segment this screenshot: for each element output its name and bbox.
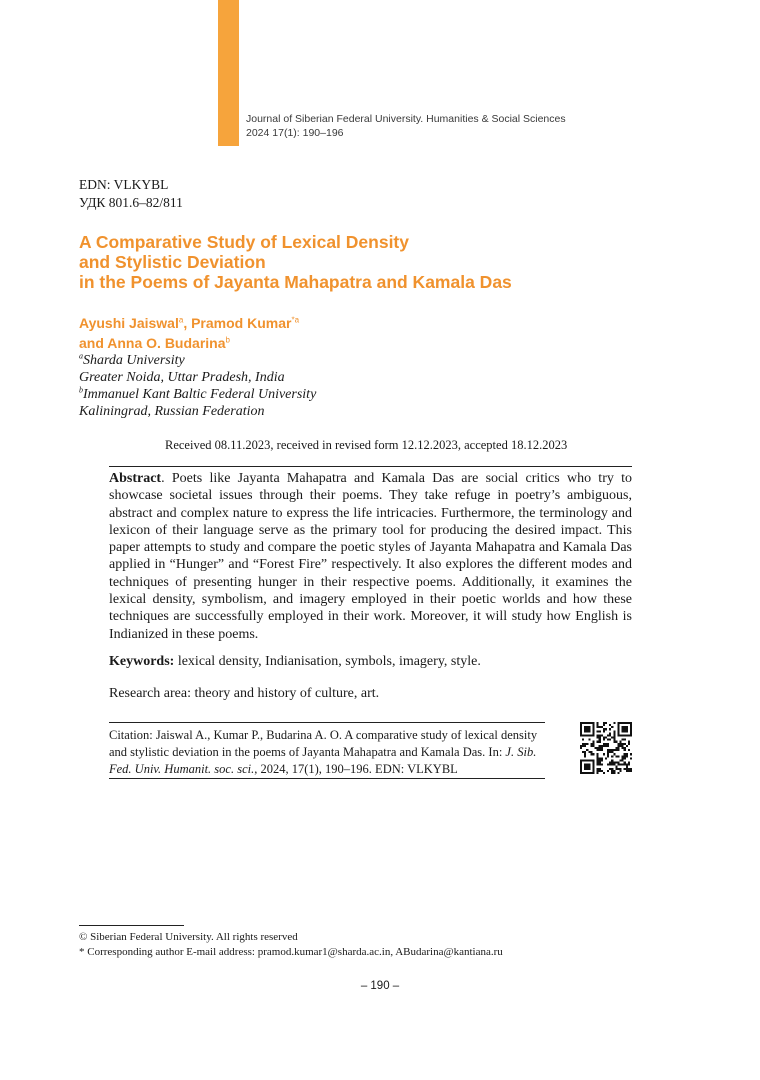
header-accent-bar	[218, 0, 239, 146]
footnote-rule	[79, 925, 184, 926]
citation-journal-abbrev: J. Sib.	[505, 745, 537, 759]
affiliation-marker: b	[79, 385, 83, 395]
abstract-text: . Poets like Jayanta Mahapatra and Kamala Das are social critics who try to showcase societal issues through their poems. They take refuge in poetry’s ambiguous, abstract and complex nature to express the life intricacies. Furthermore, the terminology and lexicon of their language serve as the primary tool for producing the desired impact. This paper attempts to study and compare the poetic styles of Jayanta Mahapatra and Kamala Das applied in “Hunger” and “Forest Fire” respectively. It also explores the different modes and techniques of presenting hunger in their respective poems. Additionally, it examines the lexical density, symbolism, and imagery employed in their poetic worlds and how these techniques are successfully employed in their work. Moreover, it will study how English is Indianized in these poems.	[109, 471, 632, 642]
edn-code: EDN: VLKYBL	[79, 177, 169, 192]
keywords-text: lexical density, Indianisation, symbols, imagery, style.	[174, 654, 481, 669]
citation-journal-abbrev: Fed. Univ. Humanit. soc. sci.	[109, 762, 255, 776]
page-number: – 190 –	[360, 980, 400, 992]
title-line-1: A Comparative Study of Lexical Density	[79, 232, 409, 252]
udk-code: УДК 801.6–82/811	[79, 195, 183, 210]
corresponding-author-note: * Corresponding author E-mail address: pramod.kumar1@sharda.ac.in, ABudarina@kantiana.ru	[79, 946, 503, 958]
affiliation-location: Kaliningrad, Russian Federation	[79, 404, 265, 419]
identifiers	[79, 176, 183, 212]
abstract	[109, 470, 632, 643]
paper-title	[79, 232, 512, 292]
author-name: Pramod Kumar	[191, 315, 292, 331]
author-name: Anna O. Budarina	[107, 335, 226, 351]
author-list	[79, 313, 299, 353]
copyright-note: © Siberian Federal University. All rights reserved	[79, 931, 298, 943]
footnotes	[79, 930, 503, 960]
journal-header	[246, 112, 566, 140]
affiliation-marker: *a	[291, 315, 300, 325]
journal-name: Journal of Siberian Federal University. Humanities & Social Sciences	[246, 113, 566, 125]
title-line-2: and Stylistic Deviation	[79, 252, 266, 272]
affiliations	[79, 352, 316, 420]
affiliation-marker: b	[225, 335, 230, 345]
citation-line-2: and stylistic deviation in the poems of Jayanta Mahapatra and Kamala Das. In:	[109, 745, 506, 759]
citation-bottom-rule	[109, 778, 545, 779]
affiliation-location: Greater Noida, Uttar Pradesh, India	[79, 370, 285, 385]
affiliation-name: Immanuel Kant Baltic Federal University	[83, 387, 317, 402]
journal-issue: 2024 17(1): 190–196	[246, 127, 344, 139]
keywords-label: Keywords:	[109, 654, 175, 669]
affiliation-marker: a	[178, 315, 184, 325]
title-line-3: in the Poems of Jayanta Mahapatra and Kamala Das	[79, 272, 512, 292]
abstract-top-rule	[109, 466, 632, 467]
keywords	[109, 654, 481, 670]
author-name: Ayushi Jaiswal	[79, 315, 179, 331]
citation-line-3: , 2024, 17(1), 190–196. EDN: VLKYBL	[254, 762, 458, 776]
citation-top-rule	[109, 722, 545, 723]
author-separator: ,	[183, 315, 192, 331]
research-area: Research area: theory and history of culture, art.	[109, 686, 380, 701]
affiliation-marker: a	[79, 351, 83, 361]
citation	[109, 727, 549, 778]
received-dates: Received 08.11.2023, received in revised form 12.12.2023, accepted 18.12.2023	[165, 438, 568, 452]
author-conjunction: and	[79, 335, 108, 351]
abstract-label: Abstract	[109, 471, 162, 486]
citation-line-1: Citation: Jaiswal A., Kumar P., Budarina A. O. A comparative study of lexical density	[109, 728, 538, 742]
affiliation-name: Sharda University	[83, 353, 185, 368]
qr-code-icon	[580, 722, 632, 774]
